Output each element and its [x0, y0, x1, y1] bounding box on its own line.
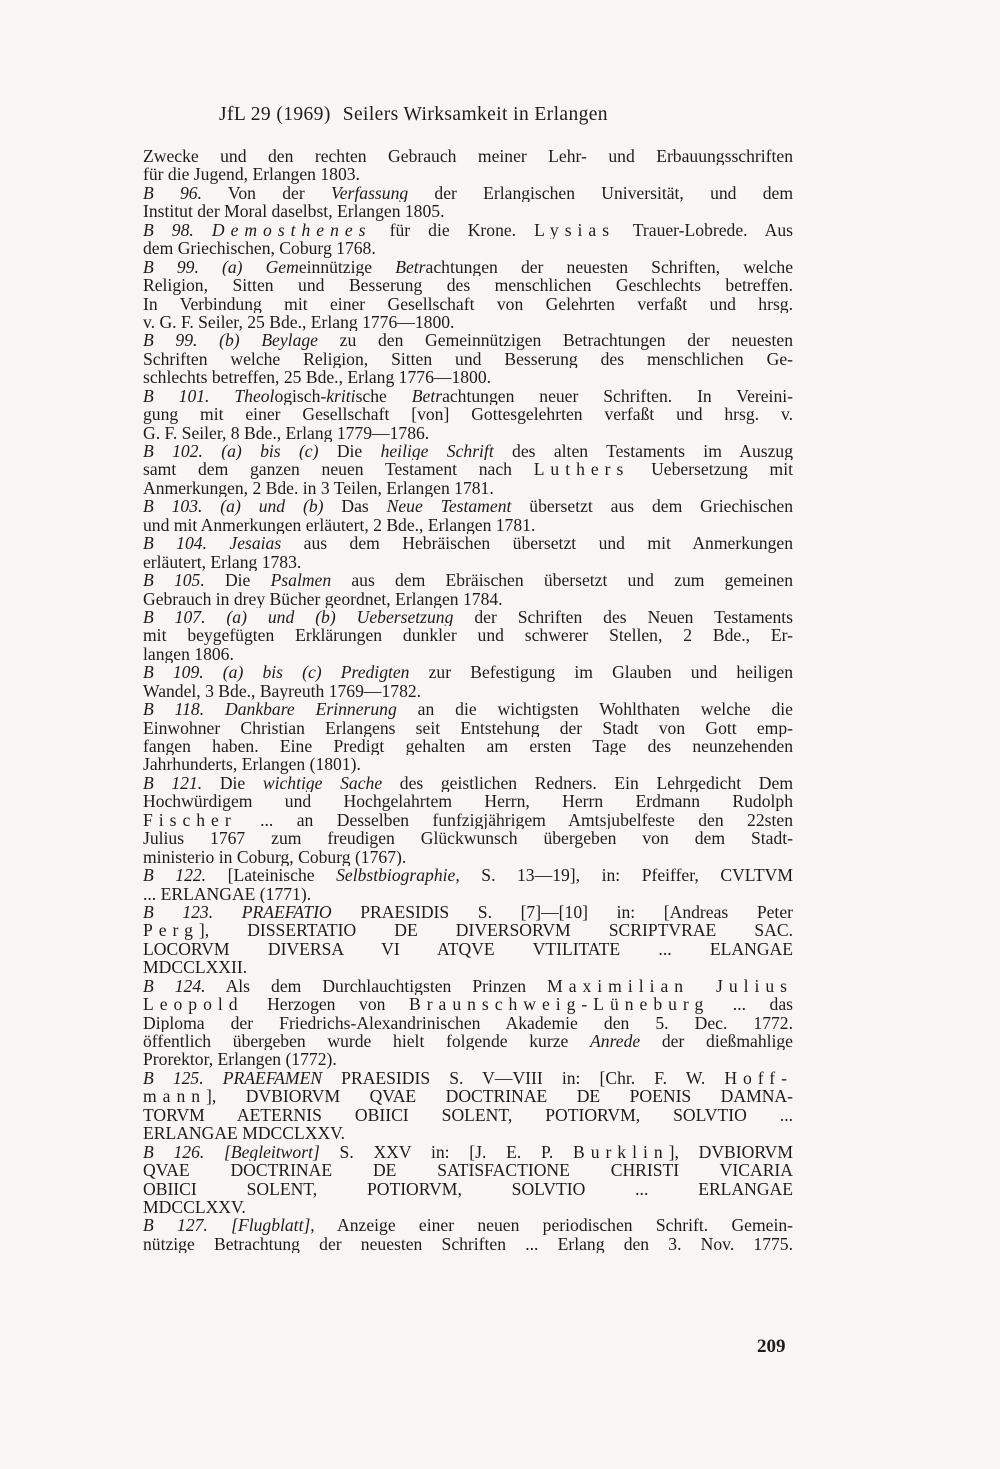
text-line	[143, 1216, 793, 1234]
text-line	[143, 221, 793, 239]
text-line	[143, 1106, 793, 1124]
text-run: und mit Anmerkungen erläutert, 2 Bde., Erlangen 1781.	[143, 515, 536, 535]
text-line	[143, 1180, 793, 1198]
text-run: der dießmahlige	[640, 1032, 793, 1051]
text-line	[143, 885, 793, 903]
text-run: v. G. F. Seiler, 25 Bde., Erlang 1776—1800.	[143, 312, 455, 332]
text-run: OBIICI SOLENT, POTIORVM, SOLVTIO ... ERLANGAE	[143, 1179, 793, 1198]
text-run: ... an Desselben funfzigjährigem Amtsjubelfeste den 22sten	[236, 810, 793, 830]
text-line	[143, 534, 793, 552]
text-run: Neue Testament	[386, 497, 512, 516]
text-line	[143, 1069, 793, 1087]
journal-reference: JfL 29 (1969)	[219, 104, 331, 125]
text-run: zur Befestigung im Glauben und heiligen	[409, 663, 793, 682]
text-run: Zwecke und den rechten Gebrauch meiner Lehr- und Erbauungsschriften	[143, 147, 793, 166]
text-run: aus dem Ebräischen übersetzt und zum gemeinen	[331, 571, 793, 590]
text-line	[143, 682, 793, 700]
text-line	[143, 479, 793, 497]
text-line	[143, 258, 793, 276]
text-line	[143, 516, 793, 534]
text-run: ... das	[709, 995, 793, 1014]
text-run: B 99. (b) Beylage	[143, 331, 318, 350]
text-run: B 127. [Flugblatt],	[143, 1216, 315, 1235]
text-run: der Schriften des Neuen Testaments	[453, 607, 793, 627]
text-line	[143, 663, 793, 681]
text-run: Hoff-	[724, 1068, 793, 1088]
text-run: Burklin	[572, 1142, 669, 1162]
text-line	[143, 1198, 793, 1216]
text-run: B 109. (a) bis (c) Predigten	[143, 663, 410, 682]
text-run: B 104. Jesaias	[143, 534, 282, 553]
text-line	[143, 147, 793, 165]
text-line	[143, 442, 793, 460]
text-run: PRAESIDIS S. V—VIII in: [Chr. F. W.	[322, 1068, 725, 1088]
text-run: ERLANGAE MDCCLXXV.	[143, 1124, 346, 1143]
text-run: ], DVBIORVM	[668, 1142, 793, 1162]
text-run: Fischer	[143, 810, 237, 830]
text-run: S. 13—19], in: Pfeiffer, CVLTVM	[459, 866, 793, 885]
text-run: In Verbindung mit einer Gesellschaft von Gelehrten verfaßt und hrsg.	[143, 294, 793, 313]
text-run: PRAESIDIS S. [7]—[10] in: [Andreas Peter	[331, 902, 793, 922]
text-run: Lysias	[534, 220, 616, 240]
text-run: aus dem Hebräischen übersetzt und mit Anmerkungen	[281, 534, 793, 553]
text-run: Betr	[395, 257, 426, 277]
text-line	[143, 1032, 793, 1050]
text-run: B 107. (a) und (b) Uebersetzung	[143, 607, 454, 627]
text-run: B 101. Theol	[143, 386, 275, 406]
text-run: dem Griechischen, Coburg 1768.	[143, 239, 376, 258]
text-line	[143, 792, 793, 810]
text-run: Betr	[411, 386, 443, 406]
text-run: B 102. (a) bis (c)	[143, 442, 319, 461]
text-run: achtungen neuer Schriften. In Vereini-	[442, 386, 793, 406]
text-run: Als dem Durchlauchtigsten Prinzen	[205, 976, 548, 996]
text-run: nützige Betrachtung der neuesten Schriften ... Erlang den 3. Nov. 1775.	[143, 1234, 793, 1254]
text-run: Religion, Sitten und Besserung des menschlichen Geschlechts betreffen.	[143, 276, 793, 295]
text-run: übersetzt aus dem Griechischen	[511, 497, 793, 516]
text-run: B 105.	[143, 571, 205, 590]
text-line	[143, 829, 793, 847]
text-run: B 122.	[143, 866, 207, 885]
text-run: Die	[202, 773, 263, 793]
text-line	[143, 276, 793, 294]
text-line	[143, 1014, 793, 1032]
text-run: Anmerkungen, 2 Bde. in 3 Teilen, Erlangen 1781.	[143, 478, 494, 498]
text-line	[143, 774, 793, 792]
text-run: Trauer-Lobrede. Aus	[615, 220, 793, 240]
text-run: Perg	[143, 921, 199, 940]
text-run: S. XXV in: [J. E. P.	[319, 1142, 573, 1162]
text-run: LOCORVM DIVERSA VI ATQVE VTILITATE ... ELANGAE	[143, 939, 793, 959]
text-run: sche	[355, 386, 412, 406]
text-line	[143, 755, 793, 773]
text-line	[143, 460, 793, 478]
text-run: mann	[143, 1087, 207, 1106]
running-head	[219, 104, 608, 126]
text-line	[143, 553, 793, 571]
text-run: Gebrauch in drey Bücher geordnet, Erlangen 1784.	[143, 589, 503, 608]
text-run: Maximilian Julius	[547, 976, 793, 996]
text-line	[143, 921, 793, 939]
text-run: Demosthenes	[211, 220, 372, 240]
text-line	[143, 331, 793, 349]
text-run: Die	[204, 571, 271, 590]
text-line	[143, 424, 793, 442]
text-run: Herzogen von	[243, 995, 409, 1014]
text-line	[143, 1235, 793, 1253]
text-line	[143, 350, 793, 368]
text-run: B 121.	[143, 773, 203, 793]
page-number: 209	[757, 1336, 786, 1357]
text-line	[143, 368, 793, 386]
text-run: B 123. PRAEFATIO	[143, 902, 332, 922]
text-run: öffentlich übergeben wurde hielt folgende kurze	[143, 1032, 591, 1051]
text-run: schlechts betreffen, 25 Bde., Erlang 1776—1800.	[143, 368, 492, 387]
text-run: kriti	[326, 386, 356, 406]
text-run: Hochwürdigem und Hochgelahrtem Herrn, Herrn Erdmann Rudolph	[143, 792, 793, 811]
text-run: B 96.	[143, 183, 202, 203]
text-run: B 124.	[143, 976, 206, 996]
text-run: Braunschweig-Lüneburg	[408, 995, 710, 1014]
text-line	[143, 811, 793, 829]
text-line	[143, 1087, 793, 1105]
text-line	[143, 940, 793, 958]
text-run: Uebersetzung mit	[629, 460, 793, 479]
text-line	[143, 1124, 793, 1142]
text-run: samt dem ganzen neuen Testament nach	[143, 460, 534, 479]
text-run: Prorektor, Erlangen (1772).	[143, 1050, 337, 1069]
text-run: B 118. Dankbare Erinnerung	[143, 700, 397, 719]
text-run: erläutert, Erlang 1783.	[143, 552, 302, 572]
text-run: B 103. (a) und (b)	[143, 497, 324, 516]
text-line	[143, 995, 793, 1013]
text-line	[143, 719, 793, 737]
text-run: ministerio in Coburg, Coburg (1767).	[143, 847, 407, 867]
text-run: mit beygefügten Erklärungen dunkler und schwerer Stellen, 2 Bde., Er-	[143, 626, 793, 645]
text-run: langen 1806.	[143, 644, 234, 664]
text-line	[143, 202, 793, 220]
text-run: Psalmen	[270, 571, 332, 590]
text-line	[143, 958, 793, 976]
text-line	[143, 866, 793, 884]
text-run: Einwohner Christian Erlangens seit Entstehung der Stadt von Gott emp-	[143, 718, 793, 737]
text-run: Anzeige einer neuen periodischen Schrift. Gemein-	[314, 1216, 793, 1235]
text-line	[143, 1143, 793, 1161]
text-run: wichtige Sache	[262, 773, 383, 793]
text-run: ... ERLANGAE (1771).	[143, 884, 312, 903]
text-line	[143, 313, 793, 331]
text-run: B 99. (a) Gem	[143, 257, 299, 277]
text-run: Selbstbiographie,	[336, 866, 460, 885]
text-line	[143, 387, 793, 405]
text-run: achtungen der neuesten Schriften, welche	[425, 257, 793, 277]
text-run: des geistlichen Redners. Ein Lehrgedicht Dem	[382, 773, 793, 793]
text-run: MDCCLXXII.	[143, 958, 248, 977]
text-run: B 98.	[143, 220, 212, 240]
text-run: Von der	[202, 183, 331, 203]
text-line	[143, 626, 793, 644]
article-title: Seilers Wirksamkeit in Erlangen	[342, 104, 608, 125]
text-run: Luthers	[533, 460, 630, 479]
text-line	[143, 737, 793, 755]
text-line	[143, 165, 793, 183]
text-run: heilige Schrift	[380, 442, 494, 461]
text-line	[143, 295, 793, 313]
text-run: der Erlangischen Universität, und dem	[408, 183, 793, 203]
text-run: für die Jugend, Erlangen 1803.	[143, 165, 360, 184]
text-line	[143, 700, 793, 718]
text-line	[143, 590, 793, 608]
text-run: Jahrhunderts, Erlangen (1801).	[143, 755, 361, 774]
text-line	[143, 184, 793, 202]
text-run: ogisch-	[274, 386, 327, 406]
text-run: Die	[318, 442, 381, 461]
text-run: fangen haben. Eine Predigt gehalten am ersten Tage des neunzehenden	[143, 737, 793, 756]
text-run: TORVM AETERNIS OBIICI SOLENT, POTIORVM, SOLVTIO ...	[143, 1105, 793, 1125]
text-line	[143, 903, 793, 921]
text-run: Das	[323, 497, 387, 516]
text-run: des alten Testaments im Auszug	[493, 442, 793, 461]
text-line	[143, 497, 793, 515]
text-run: Wandel, 3 Bde., Bayreuth 1769—1782.	[143, 681, 422, 701]
text-line	[143, 848, 793, 866]
text-run: ], DISSERTATIO DE DIVERSORVM SCRIPTVRAE SAC.	[198, 921, 793, 940]
text-run: ], DVBIORVM QVAE DOCTRINAE DE POENIS DAMNA-	[206, 1087, 793, 1106]
text-run: Schriften welche Religion, Sitten und Besserung des menschlichen Ge-	[143, 349, 793, 369]
text-run: QVAE DOCTRINAE DE SATISFACTIONE CHRISTI VICARIA	[143, 1161, 793, 1180]
text-line	[143, 645, 793, 663]
text-line	[143, 571, 793, 589]
text-run: Verfassung	[330, 183, 409, 203]
text-run: einnützige	[298, 257, 396, 277]
text-line	[143, 405, 793, 423]
text-run: an die wichtigsten Wohlthaten welche die	[396, 700, 793, 719]
bibliography-text	[143, 147, 793, 1253]
text-run: Diploma der Friedrichs-Alexandrinischen Akademie den 5. Dec. 1772.	[143, 1013, 793, 1032]
text-run: MDCCLXXV.	[143, 1197, 246, 1217]
text-line	[143, 608, 793, 626]
text-run: [Lateinische	[206, 866, 337, 885]
text-line	[143, 239, 793, 257]
text-run: G. F. Seiler, 8 Bde., Erlang 1779—1786.	[143, 423, 430, 442]
text-run: zu den Gemeinnützigen Betrachtungen der neuesten	[317, 331, 793, 350]
text-run: Leopold	[143, 995, 244, 1014]
text-run: B 125. PRAEFAMEN	[143, 1068, 323, 1088]
text-line	[143, 977, 793, 995]
text-run: Anrede	[590, 1032, 641, 1051]
text-run: B 126. [Begleitwort]	[143, 1142, 320, 1162]
text-run: Julius 1767 zum freudigen Glückwunsch übergeben von dem Stadt-	[143, 829, 793, 848]
text-line	[143, 1050, 793, 1068]
text-run: Institut der Moral daselbst, Erlangen 1805.	[143, 202, 445, 221]
text-line	[143, 1161, 793, 1179]
text-run: gung mit einer Gesellschaft [von] Gottesgelehrten verfaßt und hrsg. v.	[143, 405, 793, 424]
text-run: für die Krone.	[371, 220, 535, 240]
